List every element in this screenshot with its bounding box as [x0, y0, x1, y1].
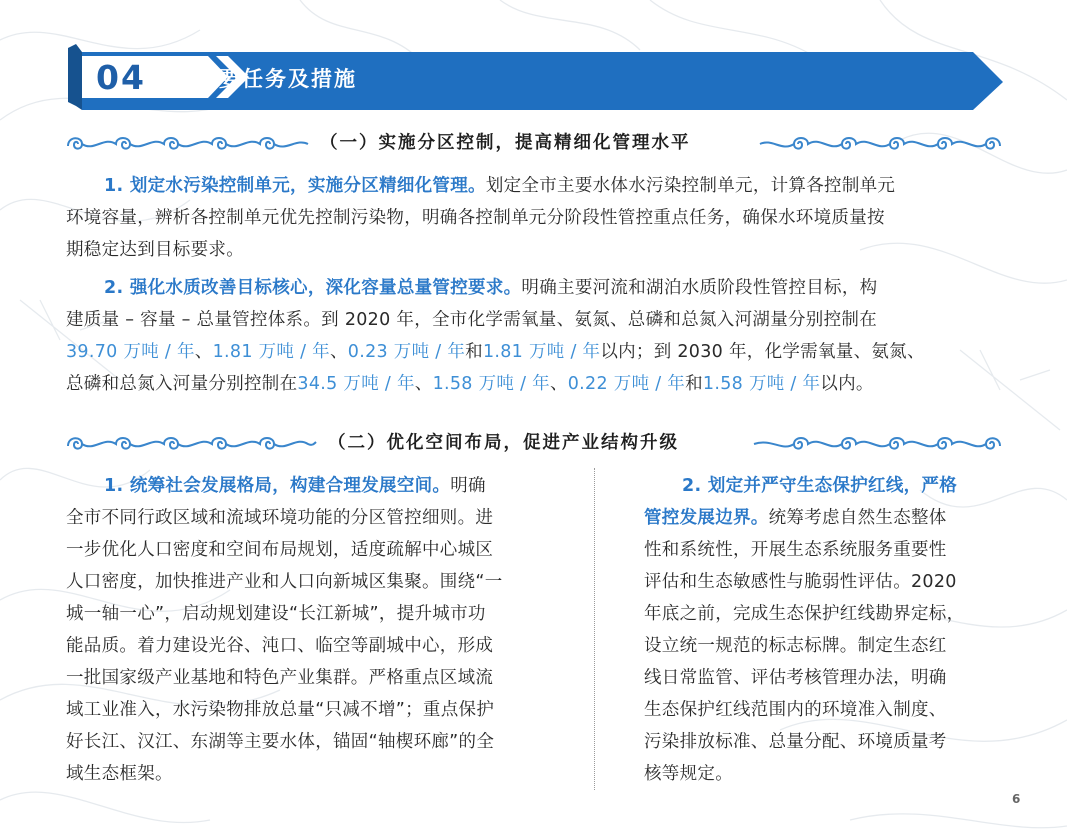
paragraph-line: 城一轴一心”，启动规划建设“长江新城”，提升城市功: [66, 604, 486, 624]
paragraph-2-2: [644, 470, 1004, 790]
paragraph-text: 明确: [450, 476, 486, 496]
section-number: 04: [96, 57, 146, 97]
paragraph-line: 设立统一规范的标志标牌。制定生态红: [644, 636, 947, 656]
separator: 和: [685, 374, 703, 394]
paragraph-line: 一步优化人口密度和空间布局规划，适度疏解中心城区: [66, 540, 494, 560]
separator: 、: [414, 374, 433, 394]
target-value: 39.70 万吨 / 年: [66, 342, 195, 362]
target-value: 0.22 万吨 / 年: [567, 374, 686, 394]
target-value: 34.5 万吨 / 年: [297, 374, 415, 394]
paragraph-text: 以内。: [820, 374, 874, 394]
ornament-scroll-left-icon: [64, 132, 310, 154]
target-value: 1.81 万吨 / 年: [482, 342, 601, 362]
paragraph-text: 统筹考虑自然生态整体: [768, 508, 947, 528]
paragraph-text: 总磷和总氮入河量分别控制在: [66, 374, 298, 394]
paragraph-line: 期稳定达到目标要求。: [66, 240, 244, 260]
section-heading-1-title: （一）实施分区控制，提高精细化管理水平: [320, 133, 691, 153]
paragraph-lead: 2. 强化水质改善目标核心，深化容量总量管控要求。: [104, 278, 522, 298]
ornament-scroll-right-icon: [758, 132, 1004, 154]
paragraph-line: 人口密度，加快推进产业和人口向新城区集聚。围绕“一: [66, 572, 503, 592]
paragraph-line: 环境容量，辨析各控制单元优先控制污染物，明确各控制单元分阶段性管控重点任务，确保水环境质量按: [66, 208, 885, 228]
paragraph-line: 评估和生态敏感性与脆弱性评估。2020: [644, 572, 957, 592]
paragraph-line: [644, 470, 1004, 502]
section-heading-1: [64, 128, 1004, 158]
paragraph-line: [644, 502, 1004, 534]
paragraph-lead: 管控发展边界。: [644, 508, 769, 528]
paragraph-line: [66, 170, 1006, 202]
paragraph-line: 建质量 – 容量 – 总量管控体系。到 2020 年，全市化学需氧量、氨氮、总磷和总氮入河湖量分别控制在: [66, 310, 878, 330]
paragraph-2-1: [66, 470, 566, 790]
paragraph-line: 年底之前，完成生态保护红线勘界定标，: [644, 604, 965, 624]
target-value: 1.58 万吨 / 年: [702, 374, 821, 394]
paragraph-line: [66, 272, 1006, 304]
paragraph-1-1: [66, 170, 1006, 266]
paragraph-line: 线日常监管、评估考核管理办法，明确: [644, 668, 947, 688]
paragraph-lead: 1. 划定水污染控制单元，实施分区精细化管理。: [104, 176, 486, 196]
paragraph-line: 核等规定。: [644, 764, 733, 784]
paragraph-line: 一批国家级产业基地和特色产业集群。严格重点区域流: [66, 668, 494, 688]
target-value: 1.58 万吨 / 年: [432, 374, 550, 394]
paragraph-line: [66, 368, 1006, 400]
paragraph-text: 划定全市主要水体水污染控制单元，计算各控制单元: [485, 176, 896, 196]
paragraph-line: [66, 470, 566, 502]
separator: 、: [329, 342, 348, 362]
ornament-scroll-left-icon: [64, 432, 318, 454]
paragraph-text: 明确主要河流和湖泊水质阶段性管控目标，构: [521, 278, 878, 298]
paragraph-1-2: [66, 272, 1006, 400]
section-banner: [68, 44, 1003, 110]
paragraph-line: 能品质。着力建设光谷、沌口、临空等副城中心，形成: [66, 636, 494, 656]
paragraph-text: 以内；到 2030 年，化学需氧量、氨氮、: [600, 342, 925, 362]
paragraph-line: 污染排放标准、总量分配、环境质量考: [644, 732, 947, 752]
paragraph-line: 域工业准入，水污染物排放总量“只减不增”；重点保护: [66, 700, 495, 720]
paragraph-line: 生态保护红线范围内的环境准入制度、: [644, 700, 947, 720]
target-value: 0.23 万吨 / 年: [347, 342, 466, 362]
separator: 、: [549, 374, 568, 394]
section-heading-2-title: （二）优化空间布局，促进产业结构升级: [328, 433, 679, 453]
paragraph-line: 域生态框架。: [66, 764, 173, 784]
paragraph-lead: 1. 统筹社会发展格局，构建合理发展空间。: [104, 476, 451, 496]
paragraph-line: 好长江、汉江、东湖等主要水体，锚固“轴楔环廊”的全: [66, 732, 495, 752]
target-value: 1.81 万吨 / 年: [212, 342, 330, 362]
paragraph-lead: 2. 划定并严守生态保护红线，严格: [682, 476, 958, 496]
separator: 、: [194, 342, 213, 362]
paragraph-line: [66, 336, 1006, 368]
paragraph-line: 性和系统性，开展生态系统服务重要性: [644, 540, 947, 560]
column-divider: [594, 468, 595, 790]
page-title: 主要任务及措施: [196, 67, 357, 91]
paragraph-line: 全市不同行政区域和流域环境功能的分区管控细则。进: [66, 508, 494, 528]
ornament-scroll-right-icon: [752, 432, 1004, 454]
page-number: 6: [1012, 792, 1021, 806]
separator: 和: [465, 342, 483, 362]
section-heading-2: [64, 428, 1004, 458]
